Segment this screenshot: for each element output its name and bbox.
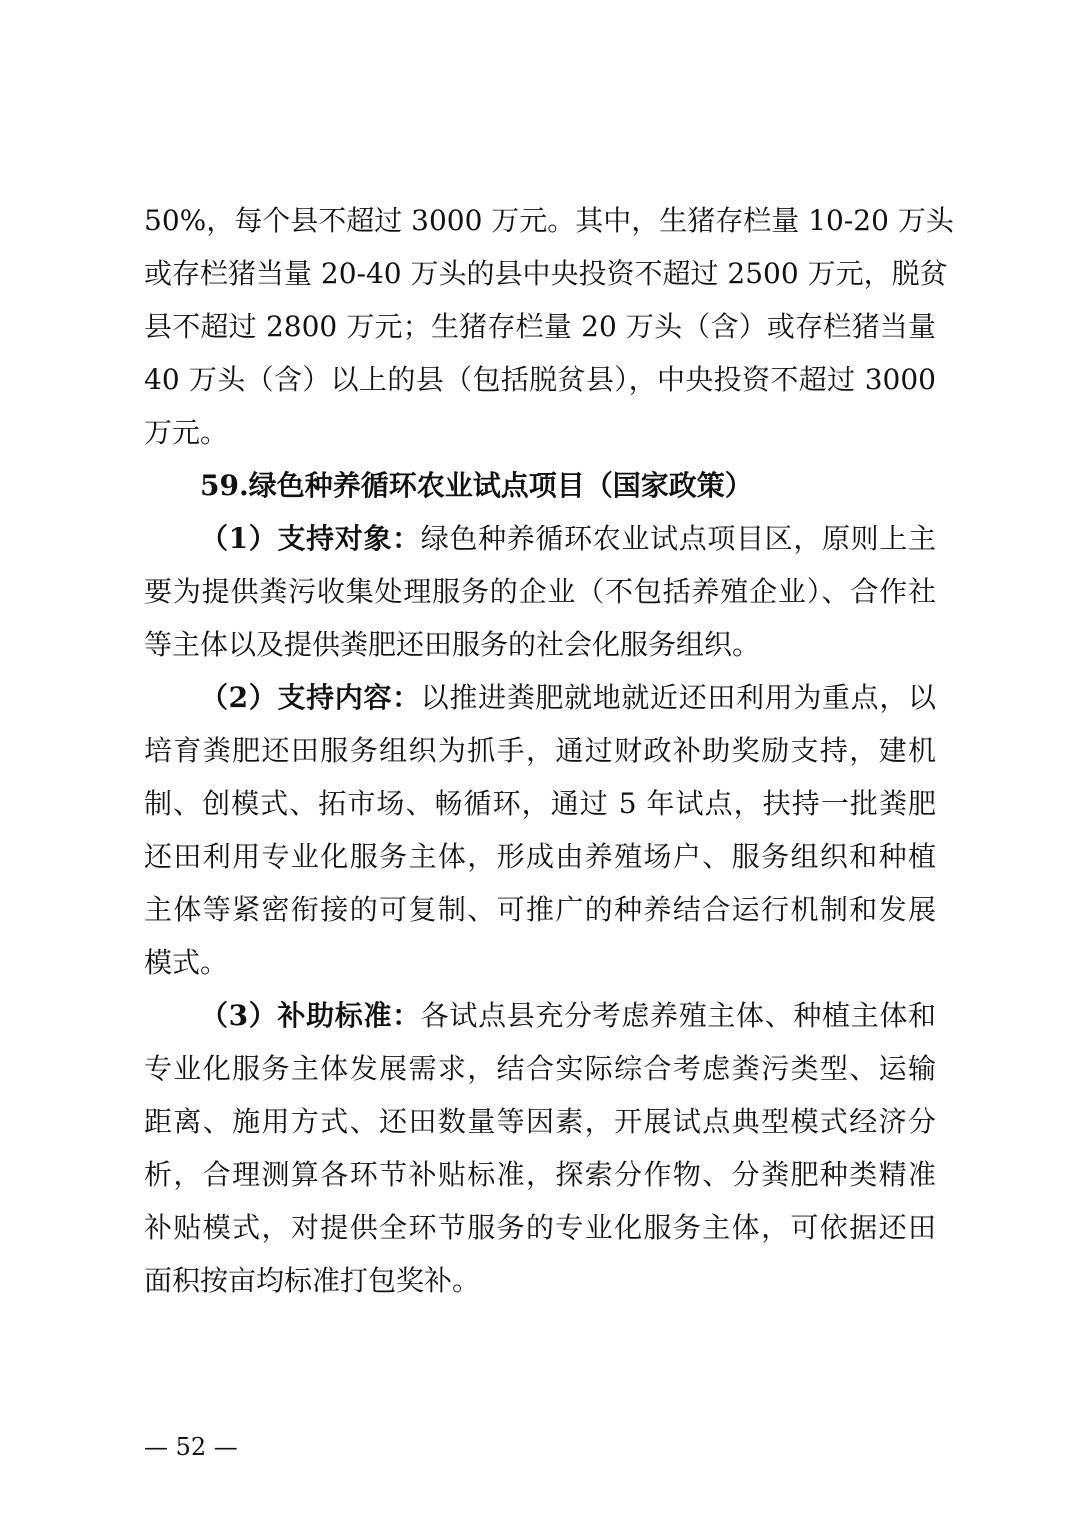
- paragraph-line: 50%，每个县不超过 3000 万元。其中，生猪存栏量 10-20 万头: [144, 204, 954, 237]
- item-2-label: （2）支持内容：: [200, 681, 421, 714]
- paragraph-line: 主体等紧密衔接的可复制、可推广的种养结合运行机制和发展: [144, 893, 936, 926]
- section-heading: 59.绿色种养循环农业试点项目（国家政策）: [200, 469, 753, 502]
- paragraph-line: 万元。: [144, 416, 229, 449]
- paragraph-line: 模式。: [144, 946, 229, 979]
- paragraph-line: 面积按亩均标准打包奖补。: [144, 1264, 481, 1297]
- item-3-first-line: [144, 989, 936, 1042]
- item-1-text: 绿色种养循环农业试点项目区，原则上主: [420, 522, 936, 555]
- paragraph-line: 40 万头（含）以上的县（包括脱贫县），中央投资不超过 3000: [144, 363, 936, 396]
- item-2-first-line: [144, 671, 936, 724]
- paragraph-line: 等主体以及提供粪肥还田服务的社会化服务组织。: [144, 628, 761, 661]
- paragraph-line: 制、创模式、拓市场、畅循环，通过 5 年试点，扶持一批粪肥: [144, 787, 936, 820]
- item-2-text: 以推进粪肥就地就近还田利用为重点，以: [420, 681, 936, 714]
- paragraph-line: 还田利用专业化服务主体，形成由养殖场户、服务组织和种植: [144, 840, 936, 873]
- paragraph-line: 专业化服务主体发展需求，结合实际综合考虑粪污类型、运输: [144, 1052, 936, 1085]
- paragraph-line: 补贴模式，对提供全环节服务的专业化服务主体，可依据还田: [144, 1211, 936, 1244]
- body-text: [144, 194, 954, 1307]
- paragraph-line: 县不超过 2800 万元；生猪存栏量 20 万头（含）或存栏猪当量: [144, 310, 936, 343]
- paragraph-line: 或存栏猪当量 20-40 万头的县中央投资不超过 2500 万元，脱贫: [144, 257, 948, 290]
- page-number: — 52 —: [144, 1433, 238, 1461]
- paragraph-line: 析，合理测算各环节补贴标准，探索分作物、分粪肥种类精准: [144, 1158, 936, 1191]
- item-1-label: （1）支持对象：: [200, 522, 421, 555]
- item-1-first-line: [144, 512, 936, 565]
- item-3-label: （3）补助标准：: [200, 999, 421, 1032]
- paragraph-line: 培育粪肥还田服务组织为抓手，通过财政补助奖励支持，建机: [144, 734, 936, 767]
- paragraph-line: 距离、施用方式、还田数量等因素，开展试点典型模式经济分: [144, 1105, 936, 1138]
- item-3-text: 各试点县充分考虑养殖主体、种植主体和: [420, 999, 936, 1032]
- paragraph-line: 要为提供粪污收集处理服务的企业（不包括养殖企业）、合作社: [144, 575, 936, 608]
